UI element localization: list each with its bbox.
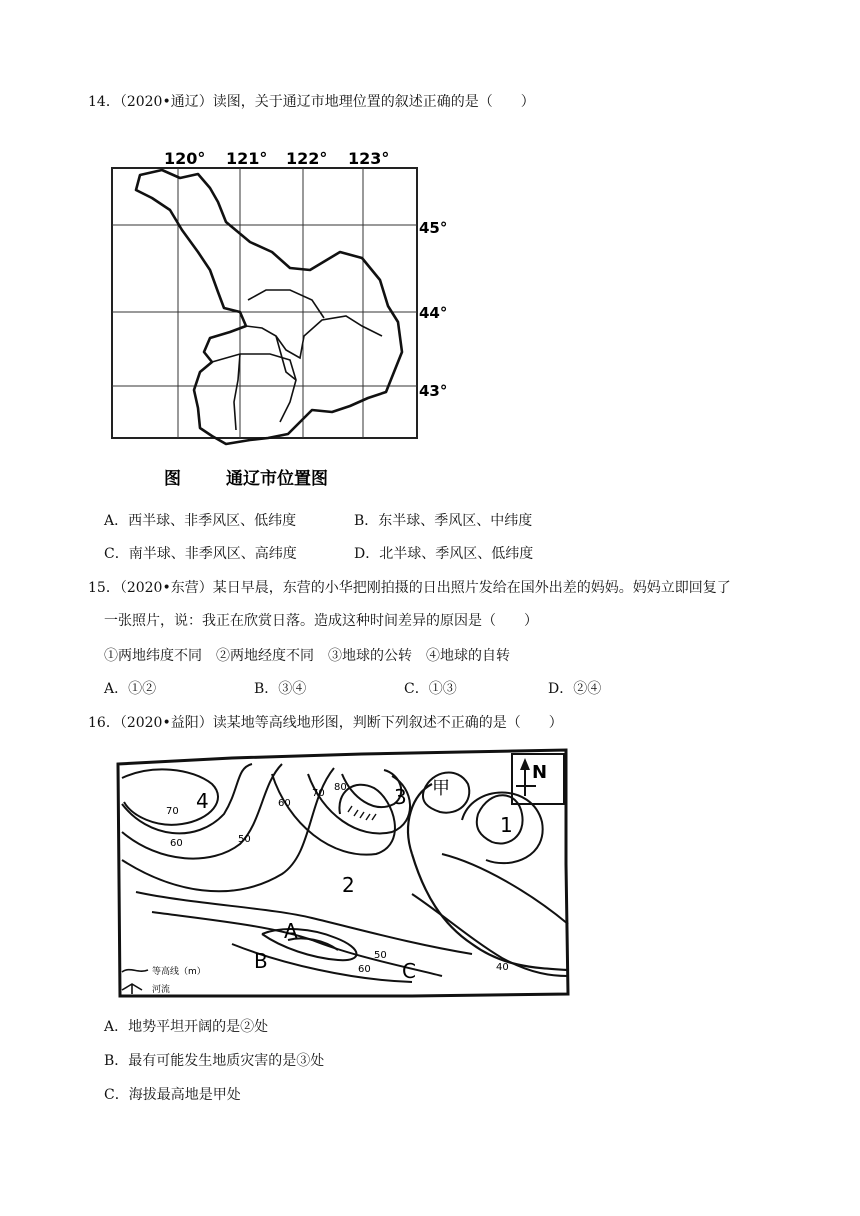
- contour-value-40: 40: [496, 962, 509, 973]
- lat-label-45: 45°: [419, 219, 448, 237]
- q16-option-a[interactable]: A．地势平坦开阔的是②处: [104, 1019, 269, 1035]
- legend-contour-symbol: [122, 970, 148, 972]
- contour-value-50a: 50: [238, 834, 251, 845]
- q15-option-b[interactable]: B．③④: [254, 681, 307, 697]
- contour-value-70b: 70: [312, 788, 325, 799]
- map-caption-prefix: 图: [164, 469, 181, 489]
- legend-contour-label: 等高线（m）: [152, 967, 206, 977]
- lon-label-122: 122°: [286, 149, 328, 168]
- q14-option-a[interactable]: A．西半球、非季风区、低纬度: [104, 513, 297, 529]
- lat-label-43: 43°: [419, 382, 448, 400]
- lon-label-120: 120°: [164, 149, 206, 168]
- north-label: N: [532, 762, 548, 783]
- map-legend: [122, 965, 206, 995]
- point-A: A: [284, 919, 298, 943]
- q14-option-d[interactable]: D．北半球、季风区、低纬度: [354, 546, 534, 562]
- lat-label-44: 44°: [419, 304, 448, 322]
- q16-option-b[interactable]: B．最有可能发生地质灾害的是③处: [104, 1053, 325, 1069]
- lon-label-121: 121°: [226, 149, 268, 168]
- q16-contour-map: [112, 744, 578, 1000]
- point-3: 3: [394, 785, 407, 809]
- point-jia: 甲: [432, 778, 450, 799]
- contour-value-60c: 60: [358, 964, 371, 975]
- contour-value-50b: 50: [374, 950, 387, 961]
- cliff-hachures: [348, 806, 376, 820]
- q15-option-a[interactable]: A．①②: [104, 681, 157, 697]
- q14-option-c[interactable]: C．南半球、非季风区、高纬度: [104, 546, 297, 562]
- q14-stem: 14．（2020•通辽）读图，关于通辽市地理位置的叙述正确的是（ ）: [88, 94, 535, 110]
- point-1: 1: [500, 813, 513, 837]
- contour-value-60b: 60: [278, 798, 291, 809]
- contour-value-70a: 70: [166, 806, 179, 817]
- river-branch: [408, 784, 432, 854]
- contour-value-80: 80: [334, 782, 347, 793]
- lon-label-123: 123°: [348, 149, 390, 168]
- tongliao-boundary: [136, 170, 402, 444]
- contour-value-60a: 60: [170, 838, 183, 849]
- q16-stem: 16．（2020•益阳）读某地等高线地形图，判断下列叙述不正确的是（ ）: [88, 715, 563, 731]
- river: [412, 854, 568, 970]
- meridians: [178, 168, 363, 438]
- point-C: C: [402, 959, 416, 983]
- point-4: 4: [196, 789, 209, 813]
- q15-statements: ①两地纬度不同 ②两地经度不同 ③地球的公转 ④地球的自转: [104, 648, 510, 664]
- legend-river-symbol: [122, 984, 142, 994]
- q14-location-map: [100, 140, 448, 500]
- q15-option-d[interactable]: D．②④: [548, 681, 602, 697]
- q15-stem-line2: 一张照片，说：我正在欣赏日落。造成这种时间差异的原因是（ ）: [104, 613, 538, 629]
- map-caption: 通辽市位置图: [226, 469, 328, 489]
- legend-river-label: 河流: [152, 985, 171, 995]
- point-2: 2: [342, 873, 355, 897]
- q16-option-c[interactable]: C．海拔最高地是甲处: [104, 1087, 241, 1103]
- q15-stem-line1: 15．（2020•东营）某日早晨，东营的小华把刚拍摄的日出照片发给在国外出差的妈妈。妈妈立即回复了: [88, 580, 731, 596]
- q14-option-b[interactable]: B．东半球、季风区、中纬度: [354, 513, 533, 529]
- point-B: B: [254, 949, 268, 973]
- q15-option-c[interactable]: C．①③: [404, 681, 457, 697]
